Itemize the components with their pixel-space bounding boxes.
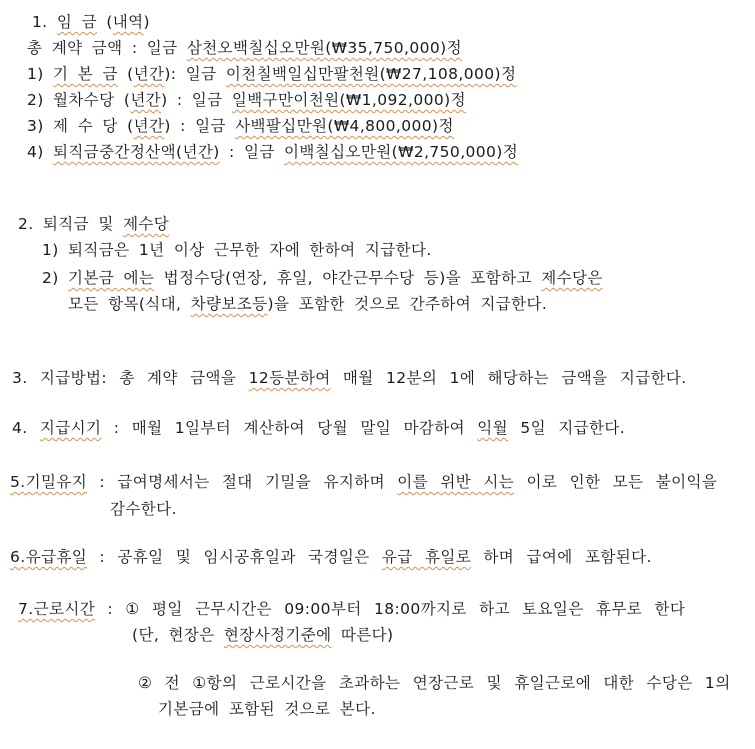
spellcheck-underlined-text: 5.기밀유지 — [10, 473, 88, 491]
text-segment: 따른다) — [331, 626, 394, 644]
text-segment: 3) 제 수 당 ( — [27, 117, 134, 135]
text-segment: 매월 12분의 1에 해당하는 금액을 지급한다. — [330, 369, 687, 387]
document-line — [42, 269, 603, 287]
text-segment: ) : 일금 — [161, 91, 232, 109]
spellcheck-underlined-text: 이백칠십오만원(₩2,750,000)정 — [284, 143, 519, 161]
text-segment: 기본금에 포함된 것으로 본다. — [158, 700, 376, 718]
document-line — [18, 215, 169, 233]
document-line — [12, 419, 625, 437]
spellcheck-underlined-text: 임 금 — [56, 13, 97, 31]
document-line — [10, 548, 652, 566]
text-segment: : 일금 — [219, 143, 285, 161]
document-line — [10, 473, 717, 491]
text-segment: 2. 퇴직금 및 — [18, 215, 124, 233]
text-segment: ( — [117, 65, 134, 83]
spellcheck-underlined-text: 익월 — [477, 419, 509, 437]
document-line — [18, 600, 685, 618]
text-segment: : ① 평일 근무시간은 09:00부터 18:00까지로 하고 토요일은 휴무로 한다 — [95, 600, 686, 618]
text-segment: 5일 지급한다. — [508, 419, 626, 437]
text-segment: 4. — [12, 419, 40, 437]
text-segment: ( — [97, 13, 113, 31]
spellcheck-underlined-text: 삼천오백칠십오만원(₩35,750,000)정 — [186, 39, 462, 57]
document-line — [110, 500, 177, 518]
text-segment: : 급여명세서는 절대 기밀을 유지하며 — [87, 473, 398, 491]
spellcheck-underlined-text: 년간 — [133, 117, 165, 135]
document-line — [12, 369, 687, 387]
spellcheck-underlined-text: 내역 — [112, 13, 144, 31]
text-segment: ): 일금 — [164, 65, 226, 83]
text-segment: 총 계약 금액 : 일금 — [27, 39, 187, 57]
text-segment: 하며 급여에 포함된다. — [471, 548, 652, 566]
text-segment: : 매월 1일부터 계산하여 당월 말일 마감하여 — [101, 419, 478, 437]
document-line — [138, 674, 731, 692]
spellcheck-underlined-text: 제수당 — [123, 215, 170, 233]
spellcheck-underlined-text: 유급 휴일로 — [381, 548, 472, 566]
document-line — [27, 91, 466, 109]
spellcheck-underlined-text: 지급시기 — [39, 419, 102, 437]
text-segment: ) : 일금 — [164, 117, 236, 135]
spellcheck-underlined-text: 사백팔십만원(₩4,800,000)정 — [235, 117, 454, 135]
spellcheck-underlined-text: 기 본 금 — [53, 65, 118, 83]
spellcheck-underlined-text: 6.유급휴일 — [10, 548, 88, 566]
spellcheck-underlined-text: 이를 위반 시는 — [397, 473, 515, 491]
spellcheck-underlined-text: 년간 — [133, 65, 165, 83]
spellcheck-underlined-text: 일백구만이천원(₩1,092,000)정 — [231, 91, 466, 109]
spellcheck-underlined-text: 현장사정기준에 — [223, 626, 332, 644]
text-segment: 1. — [32, 13, 57, 31]
text-segment: : 공휴일 및 임시공휴일과 국경일은 — [87, 548, 382, 566]
text-segment: 3. 지급방법: 총 계약 금액을 — [12, 369, 249, 387]
text-segment: 2) 월차수당 ( — [27, 91, 131, 109]
text-segment: )을 포함한 것으로 간주하여 지급한다. — [267, 295, 548, 313]
spellcheck-underlined-text: 제수당은 — [541, 269, 603, 287]
text-segment: ② 전 ①항의 근로시간을 초과하는 연장근로 및 휴일근로에 대한 수당은 1의 — [138, 674, 731, 692]
spellcheck-underlined-text: 기본금 에는 — [68, 269, 155, 287]
text-segment: 2) — [42, 269, 69, 287]
document-line — [27, 39, 462, 57]
document-line — [158, 700, 376, 718]
document-line — [32, 13, 150, 31]
text-segment: 이로 인한 모든 불이익을 — [514, 473, 718, 491]
spellcheck-underlined-text: 차량보조등 — [190, 295, 268, 313]
document-line — [68, 295, 547, 313]
spellcheck-underlined-text: 7.근로시간 — [18, 600, 96, 618]
text-segment: 모든 항목(식대, — [68, 295, 191, 313]
text-segment: 감수한다. — [110, 500, 177, 518]
text-segment: (단, 현장은 — [132, 626, 224, 644]
text-segment: 1) 퇴직금은 1년 이상 근무한 자에 한하여 지급한다. — [42, 241, 432, 259]
text-segment: 1) — [27, 65, 54, 83]
document-line — [27, 117, 454, 135]
text-segment: 4) — [27, 143, 54, 161]
text-segment: ) — [143, 13, 150, 31]
document-line — [27, 143, 518, 161]
spellcheck-underlined-text: 퇴직금중간정산액(년간) — [53, 143, 220, 161]
document-line — [132, 626, 393, 644]
spellcheck-underlined-text: 이천칠백일십만팔천원(₩27,108,000)정 — [225, 65, 517, 83]
spellcheck-underlined-text: 년간 — [130, 91, 162, 109]
text-segment: 법정수당(연장, 휴일, 야간근무수당 등)을 포함하고 — [154, 269, 542, 287]
document-line — [42, 241, 432, 259]
spellcheck-underlined-text: 12등분하여 — [248, 369, 331, 387]
document-line — [27, 65, 516, 83]
